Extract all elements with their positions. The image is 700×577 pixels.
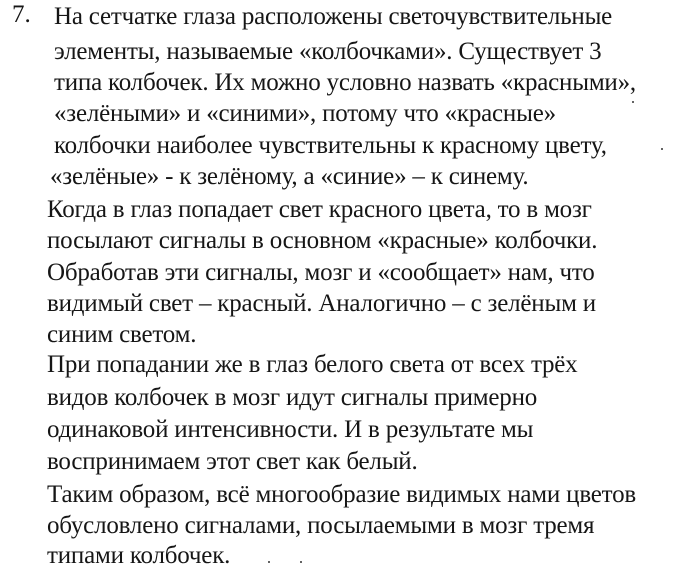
scan-speck: [268, 561, 270, 563]
text-line: На сетчатке глаза расположены светочувствительные: [54, 3, 613, 30]
text-line: синим светом.: [47, 321, 197, 348]
text-line: видимый свет – красный. Аналогично – с зелёным и: [47, 290, 596, 317]
text-line: колбочки наиболее чувствительны к красному цвету,: [54, 132, 607, 159]
text-line: Таким образом, всё многообразие видимых нами цветов: [47, 481, 636, 508]
text-line: Когда в глаз попадает свет красного цвета, то в мозг: [47, 196, 592, 223]
text-line: одинаковой интенсивности. И в результате мы: [47, 416, 534, 443]
text-line: типа колбочек. Их можно условно назвать «красными»,: [54, 69, 636, 96]
scan-speck: [300, 561, 302, 563]
task-number: 7.: [12, 1, 31, 28]
text-line: «зелёные» - к зелёному, а «синие» – к синему.: [50, 163, 529, 190]
text-line: воспринимаем этот свет как белый.: [47, 448, 418, 475]
text-line: Обработав эти сигналы, мозг и «сообщает» нам, что: [47, 259, 595, 286]
text-line: При попадании же в глаз белого света от всех трёх: [47, 351, 578, 378]
text-line: элементы, называемые «колбочками». Существует 3: [54, 38, 602, 65]
text-line: посылают сигналы в основном «красные» колбочки.: [47, 227, 598, 254]
text-line: «зелёными» и «синими», потому что «красные»: [54, 100, 556, 127]
text-line: видов колбочек в мозг идут сигналы примерно: [47, 384, 538, 411]
scan-speck: [661, 148, 663, 150]
scan-speck: [632, 101, 634, 103]
text-line: типами колбочек.: [47, 542, 231, 569]
text-line: обусловлено сигналами, посылаемыми в мозг тремя: [47, 512, 595, 539]
